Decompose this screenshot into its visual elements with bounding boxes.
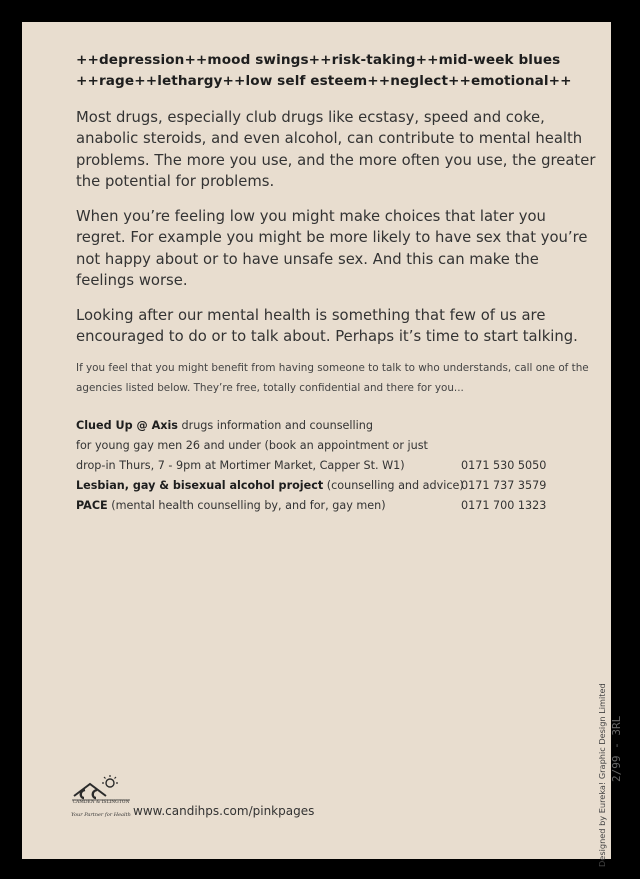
contact-description: for young gay men 26 and under (book an appointment or just [76, 439, 428, 452]
paragraph-mental-health: Looking after our mental health is something that few of us are encouraged to do or to talk about. Perhaps it’s time to start talking. [76, 307, 578, 346]
contact-description: drugs information and counselling [177, 419, 373, 432]
contact-phone: 0171 737 3579 [461, 479, 547, 492]
contact-list [76, 416, 566, 516]
paragraph-drugs: Most drugs, especially club drugs like ecstasy, speed and coke, anabolic steroids, and even alcohol, can contribute to mental health problems. The more you use, and the more often you use, the greater the potential for problems. [76, 109, 596, 190]
logo-tagline: Your Partner for Health [71, 812, 131, 818]
contact-row [76, 456, 566, 476]
designer-credit: Designed by Eureka! Graphic Design Limited [597, 683, 607, 867]
intro-text: If you feel that you might benefit from having someone to talk to who understands, call one of the agencies listed below. They’re free, totally confidential and there for you... [76, 362, 589, 394]
website-link[interactable]: www.candihps.com/pinkpages [133, 804, 315, 818]
contact-phone: 0171 700 1323 [461, 499, 547, 512]
contact-description: (mental health counselling by, and for, gay men) [107, 499, 386, 512]
contact-name: Lesbian, gay & bisexual alcohol project [76, 479, 324, 492]
contact-row [76, 416, 566, 436]
contact-name: Clued Up @ Axis [76, 419, 178, 432]
paragraph-feeling-low: When you’re feeling low you might make choices that later you regret. For example you might be more likely to have sex that you’re not happy about or to have unsafe sex. And this can make the feelings worse. [76, 208, 588, 289]
contact-row [76, 436, 566, 456]
contact-phone: 0171 530 5050 [461, 459, 547, 472]
keyword-line-2: ++rage++lethargy++low self esteem++neglect++emotional++ [76, 73, 572, 89]
keyword-banner [76, 50, 596, 92]
handwritten-note: 2/99 - 3RL [610, 715, 623, 782]
contact-description: drop-in Thurs, 7 - 9pm at Mortimer Market, Capper St. W1) [76, 459, 405, 472]
contact-name: PACE [76, 499, 108, 512]
leaflet-card [22, 22, 623, 867]
logo-name: CAMDEN & ISLINGTON [72, 800, 130, 805]
keyword-line-1: ++depression++mood swings++risk-taking++mid-week blues [76, 52, 561, 68]
contact-description: (counselling and advice) [323, 479, 464, 492]
contact-row [76, 476, 566, 496]
contact-row [76, 496, 566, 516]
